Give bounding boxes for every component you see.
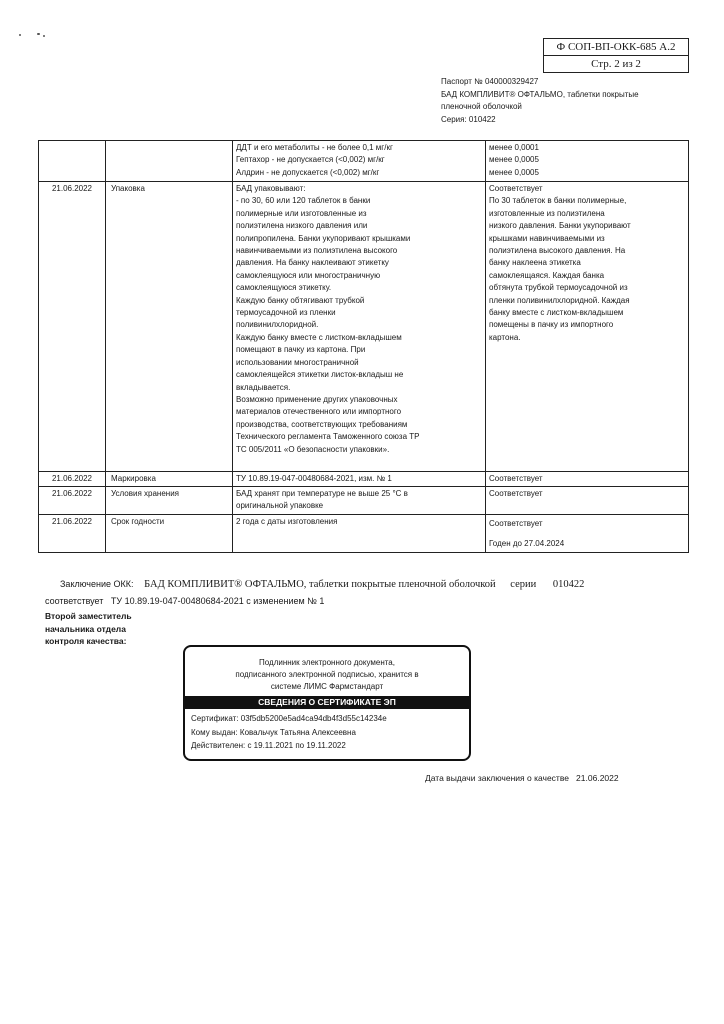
requirement-line: самоклеящуюся или многостраничную <box>236 270 381 280</box>
certificate-validity: Действителен: с 19.11.2021 по 19.11.2022 <box>191 741 346 750</box>
requirement-line: - по 30, 60 или 120 таблеток в банки <box>236 196 371 206</box>
requirement-line: поливинилхлоридной. <box>236 320 319 330</box>
stamp-notice-line: Подлинник электронного документа, <box>259 658 395 667</box>
result-line: Соответствует <box>489 184 543 193</box>
series-number: 010422 <box>552 579 585 590</box>
stamp-notice-line: подписанного электронной подписью, хранится в <box>235 670 419 679</box>
result-line: Годен до 27.04.2024 <box>489 539 565 548</box>
requirement-line: использовании многостраничной <box>236 357 359 367</box>
indicator-cell <box>106 141 233 182</box>
date-cell: 21.06.2022 <box>39 182 106 472</box>
passport-line: Серия: 010422 <box>441 114 496 124</box>
stamp-notice-line: системе ЛИМС Фармстандарт <box>270 682 384 691</box>
quality-table <box>38 140 689 553</box>
signatory-title <box>45 610 165 648</box>
table-row <box>39 487 689 515</box>
passport-line: БАД КОМПЛИВИТ® ОФТАЛЬМО, таблетки покрытые <box>441 89 639 99</box>
requirements-cell <box>233 472 486 487</box>
result-line: крышками навинчиваемыми из <box>489 233 605 243</box>
requirement-line: термоусадочной из пленки <box>236 308 336 318</box>
scan-mark <box>43 35 45 37</box>
result-line: менее 0,0005 <box>489 167 539 177</box>
page-number: Стр. 2 из 2 <box>544 55 688 72</box>
date-cell <box>39 141 106 182</box>
requirement-line: давления. На банку наклеивают этикетку <box>236 258 389 268</box>
result-line: обтянута трубкой термоусадочной из <box>489 283 628 293</box>
passport-info <box>441 76 671 126</box>
requirement-line: полиэтилена низкого давления или <box>236 221 368 231</box>
indicator-cell: Упаковка <box>106 182 233 472</box>
signatory-line: начальника отдела <box>45 623 126 634</box>
result-cell <box>486 182 689 472</box>
result-line: полиэтилена высокого давления. На <box>489 246 626 256</box>
stamp-notice <box>185 657 469 693</box>
result-cell <box>486 487 689 515</box>
requirement-line: БАД хранят при температуре не выше 25 °С в <box>236 489 408 498</box>
date-cell: 21.06.2022 <box>39 487 106 515</box>
requirement-line: Каждую банку обтягивают трубкой <box>236 295 365 305</box>
passport-line: Паспорт № 040000329427 <box>441 77 539 86</box>
issue-date: Дата выдачи заключения о качестве 21.06.2022 <box>425 773 619 783</box>
result-line: Соответствует <box>489 519 543 528</box>
table-row <box>39 182 689 472</box>
requirement-line: вкладывается. <box>236 382 291 392</box>
requirement-line: БАД упаковывают: <box>236 184 306 193</box>
result-line: банку вместе с листком-вкладышем <box>489 308 624 318</box>
requirement-line: самоклеящейся этикетки листок-вкладыш не <box>236 370 404 380</box>
requirement-line: Гептахор - не допускается (<0,002) мг/кг <box>236 155 385 165</box>
result-line: Соответствует <box>489 489 543 498</box>
signatory-line: контроля качества: <box>45 636 127 646</box>
requirements-cell <box>233 182 486 472</box>
result-line: самоклеящаяся. Каждая банка <box>489 270 605 280</box>
requirement-line: полимерные или изготовленные из <box>236 208 367 218</box>
result-line: помещены в пачку из импортного <box>489 320 614 330</box>
stamp-header-bar: СВЕДЕНИЯ О СЕРТИФИКАТЕ ЭП <box>185 696 469 709</box>
conclusion-product: БАД КОМПЛИВИТ® ОФТАЛЬМО, таблетки покрытые пленочной оболочкой <box>144 579 496 590</box>
result-line: По 30 таблеток в банки полимерные, <box>489 196 627 206</box>
requirement-line: ДДТ и его метаболиты - не более 0,1 мг/кг <box>236 143 393 152</box>
requirements-cell <box>233 487 486 515</box>
requirement-line: производства, соответствующих требованиям <box>236 419 408 429</box>
requirement-line: Алдрин - не допускается (<0,002) мг/кг <box>236 167 380 177</box>
table-row <box>39 472 689 487</box>
requirement-line: 2 года с даты изготовления <box>236 517 338 526</box>
requirements-cell <box>233 515 486 553</box>
requirement-line: оригинальной упаковке <box>236 501 324 511</box>
result-line: Соответствует <box>489 474 543 483</box>
conclusion-line <box>60 579 584 590</box>
date-cell: 21.06.2022 <box>39 472 106 487</box>
passport-line: пленочной оболочкой <box>441 102 522 111</box>
result-cell <box>486 515 689 553</box>
conclusion-label: Заключение ОКК: <box>60 579 134 589</box>
requirement-line: ТС 005/2011 «О безопасности упаковки». <box>236 444 390 454</box>
conformity-statement: соответствует ТУ 10.89.19-047-00480684-2021 с изменением № 1 <box>45 596 325 606</box>
date-cell: 21.06.2022 <box>39 515 106 553</box>
certificate-owner: Кому выдан: Ковальчук Татьяна Алексеевна <box>191 727 356 737</box>
requirement-line: ТУ 10.89.19-047-00480684-2021, изм. № 1 <box>236 474 392 483</box>
certificate-number: Сертификат: 03f5db5200e5ad4ca94db4f3d55c14234e <box>191 714 387 723</box>
e-signature-stamp <box>183 645 471 761</box>
requirement-line: Каждую банку вместе с листком-вкладышем <box>236 332 402 342</box>
form-code-box <box>543 38 689 73</box>
indicator-cell: Срок годности <box>106 515 233 553</box>
signatory-line: Второй заместитель <box>45 611 132 621</box>
scan-mark <box>19 34 21 36</box>
result-cell <box>486 472 689 487</box>
requirement-line: Возможно применение других упаковочных <box>236 394 398 404</box>
indicator-cell: Условия хранения <box>106 487 233 515</box>
result-line: пленки поливинилхлоридной. Каждая <box>489 295 630 305</box>
table-row <box>39 141 689 182</box>
result-line: банку наклеена этикетка <box>489 258 581 268</box>
result-line: менее 0,0005 <box>489 155 539 165</box>
requirement-line: помещают в пачку из картона. При <box>236 345 366 355</box>
requirements-cell <box>233 141 486 182</box>
result-cell <box>486 141 689 182</box>
requirement-line: навинчиваемыми из полиэтилена высокого <box>236 246 398 256</box>
form-code: Ф СОП-ВП-ОКК-685 А.2 <box>556 41 676 53</box>
result-line: картона. <box>489 332 521 342</box>
requirement-line: материалов отечественного или импортного <box>236 407 402 417</box>
result-line: низкого давления. Банки укупоривают <box>489 221 631 231</box>
requirement-line: Технического регламента Таможенного союза ТР <box>236 432 420 442</box>
scan-mark <box>37 33 40 35</box>
table-row <box>39 515 689 553</box>
certificate-details <box>191 712 387 753</box>
result-line: менее 0,0001 <box>489 143 539 152</box>
series-label: серии <box>510 579 537 590</box>
result-line: изготовленные из полиэтилена <box>489 208 605 218</box>
requirement-line: самоклеящуюся этикетку. <box>236 283 332 293</box>
indicator-cell: Маркировка <box>106 472 233 487</box>
requirement-line: полипропилена. Банки укупоривают крышками <box>236 233 411 243</box>
